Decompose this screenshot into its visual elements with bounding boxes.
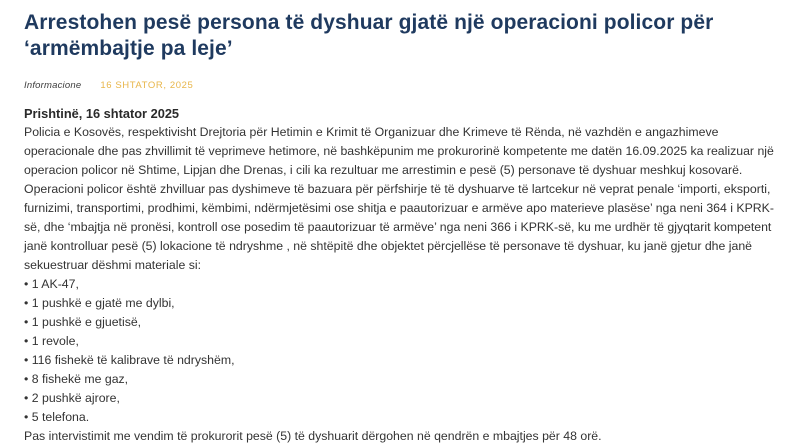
- list-item-air-rifles: • 2 pushkë ajrore,: [24, 391, 120, 405]
- category-link[interactable]: Informacione: [24, 79, 82, 91]
- article-body: [24, 104, 784, 446]
- list-item-phones: • 5 telefona.: [24, 410, 90, 424]
- list-item-rifle-scope: • 1 pushkë e gjatë me dylbi,: [24, 296, 175, 310]
- publish-date: 16 SHTATOR, 2025: [100, 79, 194, 91]
- dateline: Prishtinë, 16 shtator 2025: [24, 106, 180, 121]
- list-item-hunting-rifle: • 1 pushkë e gjuetisë,: [24, 315, 142, 329]
- news-article: [24, 10, 784, 446]
- article-title: Arrestohen pesë persona të dyshuar gjatë një operacioni policor për ‘armëmbajtje pa leje’: [24, 11, 714, 60]
- paragraph-closing: Pas intervistimit me vendim të prokurorit pesë (5) të dyshuarit dërgohen në qendrën e mbajtjes për 48 orë.: [24, 429, 602, 443]
- list-item-ak47: • 1 AK-47,: [24, 277, 79, 291]
- list-item-gas-cartridges: • 8 fishekë me gaz,: [24, 372, 129, 386]
- paragraph-intro: Policia e Kosovës, respektivisht Drejtoria për Hetimin e Krimit të Organizuar dhe Krimeve të Rënda, në vazhdën e angazhimeve operacionale dhe pas zhvillimit të veprimeve hetimore, në bashkëpunim me prokurorinë kompetente me datën 16.09.2025 ka realizuar një operacion policor në Shtime, Lipjan dhe Drenas, i cili ka rezultuar me arrestimin e pesë (5) personave të dyshuar meshkuj kosovarë.: [24, 125, 774, 177]
- list-item-revolver: • 1 revole,: [24, 334, 79, 348]
- article-meta: [24, 78, 784, 92]
- list-item-cartridges: • 116 fishekë të kalibrave të ndryshëm,: [24, 353, 235, 367]
- paragraph-details: Operacioni policor është zhvilluar pas dyshimeve të bazuara për përfshirje të të dyshuarve të lartcekur në veprat penale ‘importi, eksporti, furnizimi, transportimi, prodhimi, këmbimi, ndërmjetësimi ose shitja e paautorizuar e armëve apo materieve plasëse’ nga neni 364 i KPRK-së, dhe ‘mbajtja në pronësi, kontroll ose posedim të paautorizuar të armëve’ nga neni 366 i KPRK-së, ku me urdhër të gjyqtarit kompetent janë kontrolluar pesë (5) lokacione të ndryshme , në shtëpitë dhe objektet përcjellëse të personave të dyshuar, ku janë gjetur dhe janë sekuestruar dëshmi materiale si:: [24, 182, 774, 272]
